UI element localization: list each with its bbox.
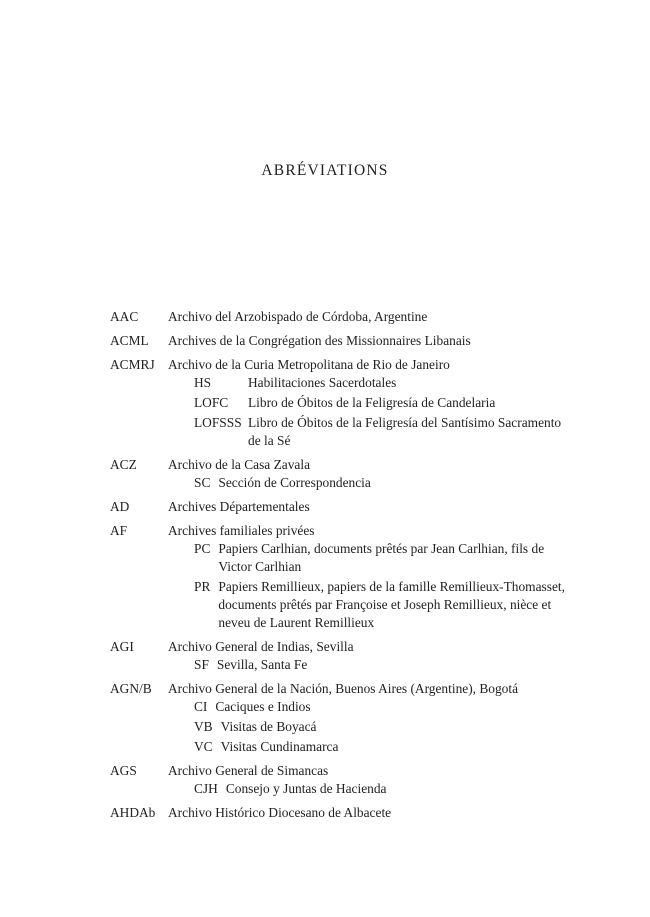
sub-abbreviation-entry — [168, 718, 570, 736]
abbreviation-code: AGS — [110, 763, 137, 778]
abbreviation-entry — [110, 680, 570, 756]
abbreviation-code: AD — [110, 499, 130, 514]
sub-abbreviation-code: PC — [194, 541, 211, 556]
sub-abbreviation-code: CI — [194, 699, 208, 714]
abbreviation-label: Archivo General de Indias, Sevilla — [168, 639, 354, 654]
abbreviation-label: Archives de la Congrégation des Missionnaires Libanais — [168, 333, 471, 348]
sub-abbreviation-label: Sección de Correspondencia — [218, 475, 371, 490]
abbreviation-code: AAC — [110, 309, 139, 324]
abbreviation-label: Archivo Histórico Diocesano de Albacete — [168, 805, 392, 820]
abbreviation-code: ACZ — [110, 457, 137, 472]
abbreviation-code: AF — [110, 523, 128, 538]
sub-abbreviation-label: Consejo y Juntas de Hacienda — [225, 781, 387, 796]
abbreviation-label: Archives Départementales — [168, 499, 310, 514]
sub-abbreviation-code: LOFSSS — [194, 415, 242, 430]
sub-abbreviation-label: Visitas de Boyacá — [220, 719, 317, 734]
sub-abbreviation-code: PR — [194, 579, 211, 594]
abbreviation-entry — [110, 804, 570, 822]
sub-abbreviation-label: Libro de Óbitos de la Feligresía de Candelaria — [248, 395, 496, 410]
abbreviation-code: AGN/B — [110, 681, 152, 696]
abbreviation-code: AHDAb — [110, 805, 156, 820]
abbreviation-entry — [110, 456, 570, 492]
abbreviation-label: Archivo del Arzobispado de Córdoba, Argentine — [168, 309, 428, 324]
sub-abbreviation-code: SC — [194, 475, 211, 490]
abbreviation-code: ACMRJ — [110, 357, 155, 372]
sub-abbreviation-code: HS — [194, 375, 212, 390]
abbreviation-entry — [110, 762, 570, 798]
abbreviation-list — [110, 308, 570, 828]
sub-abbreviation-label: Libro de Óbitos de la Feligresía del Santísimo Sacramento de la Sé — [248, 415, 562, 448]
sub-abbreviation-code: VB — [194, 719, 213, 734]
abbreviation-entry — [110, 356, 570, 450]
sub-abbreviation-label: Visitas Cundinamarca — [220, 739, 339, 754]
sub-abbreviation-code: CJH — [194, 781, 218, 796]
abbreviation-label: Archivo de la Casa Zavala — [168, 457, 311, 472]
abbreviation-label: Archivo de la Curia Metropolitana de Rio de Janeiro — [168, 357, 450, 372]
sub-abbreviation-label: Papiers Carlhian, documents prêtés par Jean Carlhian, fils de Victor Carlhian — [218, 541, 545, 574]
abbreviation-label: Archivo General de Simancas — [168, 763, 329, 778]
abbreviation-entry — [110, 522, 570, 632]
sub-abbreviation-label: Papiers Remillieux, papiers de la famille Remillieux-Thomasset, documents prêtés par Françoise et Joseph Remillieux, nièce et neveu de Laurent Remillieux — [218, 579, 565, 630]
sub-abbreviation-entry — [168, 656, 570, 674]
sub-abbreviation-entry — [168, 780, 570, 798]
sub-abbreviation-entry — [168, 738, 570, 756]
abbreviation-entry — [110, 332, 570, 350]
abbreviation-label: Archives familiales privées — [168, 523, 315, 538]
sub-abbreviation-code: SF — [194, 657, 209, 672]
abbreviation-code: ACML — [110, 333, 149, 348]
sub-abbreviation-label: Caciques e Indios — [215, 699, 311, 714]
sub-abbreviation-code: LOFC — [194, 395, 229, 410]
sub-abbreviation-entry — [168, 374, 570, 392]
page-title: ABRÉVIATIONS — [261, 162, 389, 179]
abbreviation-code: AGI — [110, 639, 134, 654]
abbreviation-label: Archivo General de la Nación, Buenos Aires (Argentine), Bogotá — [168, 681, 519, 696]
abbreviation-entry — [110, 638, 570, 674]
abbreviation-entry — [110, 308, 570, 326]
sub-abbreviation-entry — [168, 414, 570, 450]
abbreviation-entry — [110, 498, 570, 516]
sub-abbreviation-entry — [168, 578, 570, 632]
sub-abbreviation-code: VC — [194, 739, 213, 754]
sub-abbreviation-entry — [168, 474, 570, 492]
sub-abbreviation-label: Habilitaciones Sacerdotales — [248, 375, 397, 390]
sub-abbreviation-entry — [168, 698, 570, 716]
sub-abbreviation-label: Sevilla, Santa Fe — [216, 657, 308, 672]
sub-abbreviation-entry — [168, 540, 570, 576]
sub-abbreviation-entry — [168, 394, 570, 412]
